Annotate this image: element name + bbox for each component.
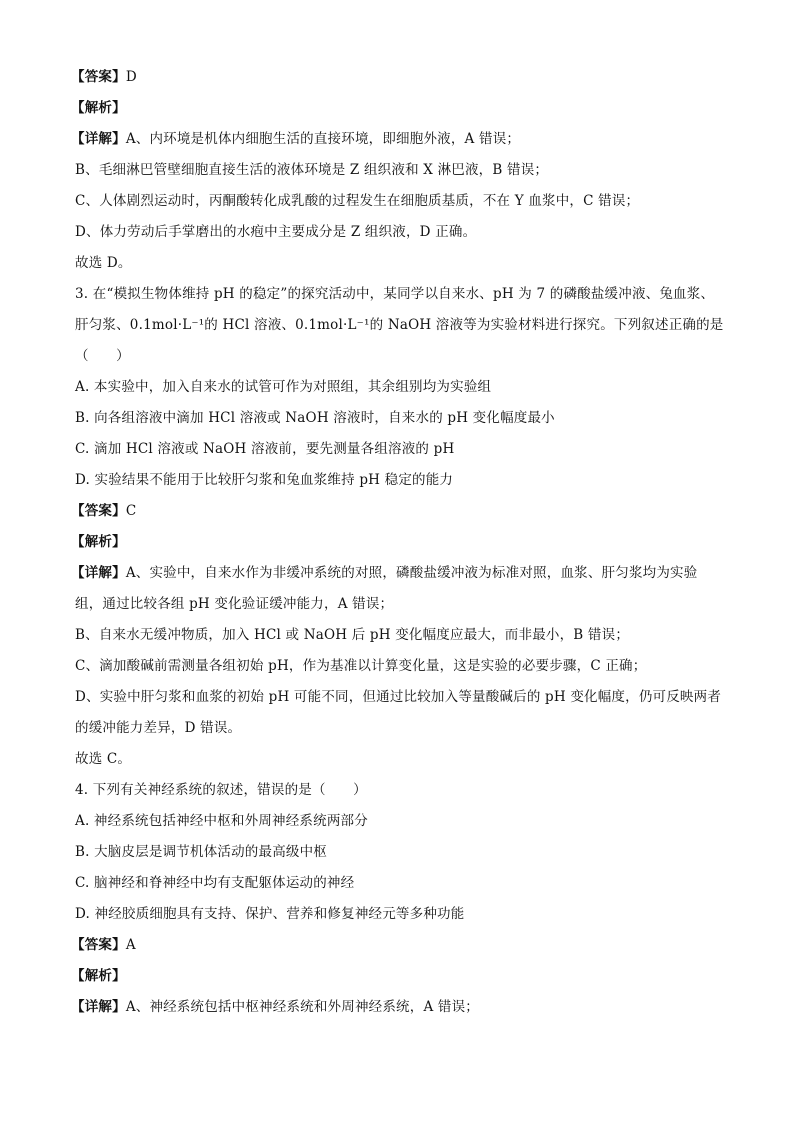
analysis-label: 【解析】 [71,100,126,116]
analysis-heading [71,961,725,992]
answer-label: 【答案】 [71,503,126,519]
answer-value: D [125,69,137,85]
detail-line: D、实验中肝匀浆和血浆的初始 pH 可能不同，但通过比较加入等量酸碱后的 pH 变化幅度，仍可反映两者 [75,689,722,705]
detail-label: 【详解】 [71,131,126,147]
answer-label: 【答案】 [71,937,126,953]
question-stem: 4. 下列有关神经系统的叙述，错误的是（ ） [75,782,367,798]
option-b: B. 大脑皮层是调节机体活动的最高级中枢 [75,844,328,860]
detail-line: 的缓冲能力差异，D 错误。 [75,720,242,736]
detail-line: 组，通过比较各组 pH 变化验证缓冲能力，A 错误； [75,596,394,612]
option-c: C. 滴加 HCl 溶液或 NaOH 溶液前，要先测量各组溶液的 pH [75,441,455,457]
analysis-heading [71,527,725,558]
option-c: C. 脑神经和脊神经中均有支配躯体运动的神经 [75,875,355,891]
answer-line [71,930,725,961]
option-a: A. 神经系统包括神经中枢和外周神经系统两部分 [75,813,368,829]
analysis-label: 【解析】 [71,534,126,550]
detail-line: D、体力劳动后手掌磨出的水疱中主要成分是 Z 组织液，D 正确。 [75,224,477,240]
option-a: A. 本实验中，加入自来水的试管可作为对照组，其余组别均为实验组 [75,379,492,395]
option-d: D. 神经胶质细胞具有支持、保护、营养和修复神经元等多种功能 [75,906,465,922]
detail-text: A、神经系统包括中枢神经系统和外周神经系统，A 错误； [125,999,480,1015]
analysis-heading [71,93,725,124]
detail-label: 【详解】 [71,999,126,1015]
detail-line [71,124,725,155]
conclusion-line: 故选 C。 [75,751,132,767]
conclusion-line: 故选 D。 [75,255,132,271]
detail-line: B、自来水无缓冲物质，加入 HCl 或 NaOH 后 pH 变化幅度应最大，而非最小，B 错误； [75,627,630,643]
question-stem: 肝匀浆、0.1mol·L⁻¹的 HCl 溶液、0.1mol·L⁻¹的 NaOH 溶液等为实验材料进行探究。下列叙述正确的是 [75,317,724,333]
detail-label: 【详解】 [71,565,126,581]
detail-line [71,558,725,589]
detail-line: B、毛细淋巴管壁细胞直接生活的液体环境是 Z 组织液和 X 淋巴液，B 错误； [75,162,549,178]
answer-line [71,62,725,93]
question-stem: （ ） [75,348,130,364]
detail-line [71,992,725,1023]
detail-text: A、实验中，自来水作为非缓冲系统的对照，磷酸盐缓冲液为标准对照，血浆、肝匀浆均为实验 [125,565,698,581]
answer-value: A [125,937,136,953]
answer-line [71,496,725,527]
answer-value: C [125,503,137,519]
detail-line: C、滴加酸碱前需测量各组初始 pH，作为基准以计算变化量，这是实验的必要步骤，C 正确； [75,658,647,674]
answer-label: 【答案】 [71,69,126,85]
document-page [71,62,725,1023]
detail-line: C、人体剧烈运动时，丙酮酸转化成乳酸的过程发生在细胞质基质，不在 Y 血浆中，C 错误； [75,193,640,209]
option-b: B. 向各组溶液中滴加 HCl 溶液或 NaOH 溶液时，自来水的 pH 变化幅度最小 [75,410,555,426]
detail-text: A、内环境是机体内细胞生活的直接环境，即细胞外液，A 错误； [125,131,521,147]
option-d: D. 实验结果不能用于比较肝匀浆和兔血浆维持 pH 稳定的能力 [75,472,454,488]
question-stem: 3. 在“模拟生物体维持 pH 的稳定”的探究活动中，某同学以自来水、pH 为 7 的磷酸盐缓冲液、兔血浆、 [75,286,715,302]
analysis-label: 【解析】 [71,968,126,984]
